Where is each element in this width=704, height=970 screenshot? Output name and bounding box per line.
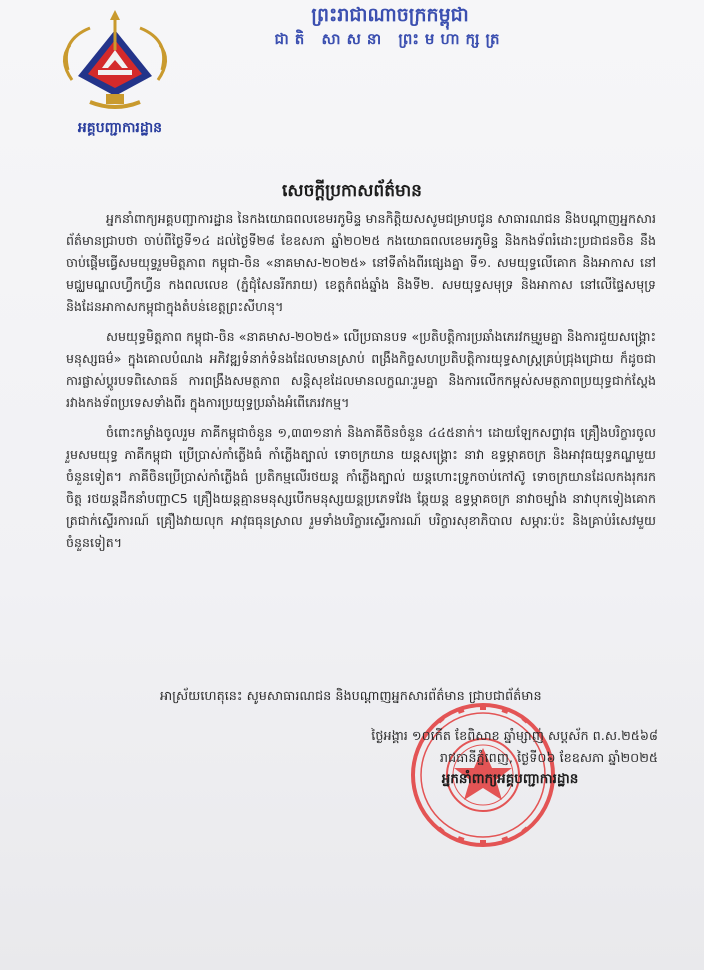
paragraph-1: អ្នកនាំពាក្យអគ្គបញ្ជាការដ្ឋាន នៃកងយោធពលខេមរភូមិន្ទ មានកិត្តិយសសូមជម្រាបជូន សាធារណជន និងបណ្ដាញអ្នកសារព័ត៌មានជ្រាបថា ចាប់ពីថ្ងៃទី១៤ ដល់ថ្ងៃទី២៨ ខែឧសភា ឆ្នាំ២០២៥ កងយោធពលខេមរភូមិន្ទ និងកងទ័ពរំដោះប្រជាជនចិន នឹងចាប់ផ្ដើមធ្វើសមយុទ្ធរួមមិត្តភាព កម្ពុជា-ចិន «នាគមាស-២០២៥» នៅទីតាំងពីរផ្សេងគ្នា ទី១. សមយុទ្ធលើគោក និងអាកាស នៅមជ្ឈមណ្ឌលហ្វឹកហ្វឺន កងពលលេខ (ភ្នំជុំសែនរីករាយ) ខេត្តកំពង់ឆ្នាំង និងទី២. សមយុទ្ធសមុទ្រ និងអាកាស នៅលើផ្ទៃសមុទ្រ និងដែនអាកាសកម្ពុជាក្នុងតំបន់ខេត្តព្រះសីហនុ។ xyxy=(66,211,656,314)
kingdom-name: ព្រះរាជាណាចក្រកម្ពុជា xyxy=(311,4,469,26)
military-emblem-icon xyxy=(50,10,180,120)
document-title: សេចក្ដីប្រកាសព័ត៌មាន xyxy=(282,181,422,201)
solar-date: រាជធានីភ្នំពេញ, ថ្ងៃទី០៦ ខែឧសភា ឆ្នាំ២០២៥ xyxy=(439,751,658,766)
national-motto: ជាតិ សាសនា ព្រះមហាក្សត្រ xyxy=(274,30,506,48)
paragraph-3: ចំពោះកម្លាំងចូលរួម ភាគីកម្ពុជាចំនួន ១,៣៣១នាក់ និងភាគីចិនចំនួន ៤៤៥នាក់។ ដោយឡែកសព្វាវុធ គ្រឿងបរិក្ខារចូលរួមសមយុទ្ធ ភាគីកម្ពុជា ប្រើប្រាស់កាំភ្លើងធំ កាំភ្លើងត្បាល់ ទោចក្រយាន យន្តសង្គ្រោះ នាវា ឧទ្ធម្ភាគចក្រ និងអាវុធយុទ្ធភណ្ឌមួយចំនួនទៀត។ ភាគីចិនប្រើប្រាស់កាំភ្លើងធំ ប្រតិកម្មលើរថយន្ត កាំភ្លើងត្បាល់ យន្តហោះទ្រូកចាប់កៅស៊ូ ទោចក្រយានដែលកងរុករកចិត្ត រថយន្តដឹកនាំបញ្ជាC5 គ្រឿងយន្តគ្មានមនុស្សបើកមនុស្សយន្តប្រភេទវែង ឆ្កែយន្ត ឧទ្ធម្ភាគចក្រ នាវាចម្បាំង នាវាបុកទៀងគោក ត្រជាក់ស្ទើរការណ៍ គ្រឿងវាយលុក អាវុធធុនស្រាល រួមទាំងបរិក្ខារស្ទើរការណ៍ បរិក្ខារសុខាភិបាល សម្ភារៈប៉ះ និងគ្រាប់រំសេវមួយចំនួនទៀត។ xyxy=(66,425,656,550)
signer-title: អ្នកនាំពាក្យអគ្គបញ្ជាការដ្ឋាន xyxy=(441,771,579,787)
organization-name: អគ្គបញ្ជាការដ្ឋាន xyxy=(77,120,163,136)
paragraph-2: សមយុទ្ធមិត្តភាព កម្ពុជា-ចិន «នាគមាស-២០២៥» លើប្រធានបទ «ប្រតិបត្តិការប្រឆាំងភេរវកម្មរួមគ្នា និងការជួយសង្គ្រោះមនុស្សធម៌» ក្នុងគោលបំណង អភិវឌ្ឍទំនាក់ទំនងដែលមានស្រាប់ ពង្រឹងកិច្ចសហប្រតិបត្តិការយុទ្ធសាស្ត្រគ្រប់ជ្រុងជ្រោយ ក៏ដូចជាការផ្លាស់ប្ដូរបទពិសោធន៍ ការពង្រឹងសមត្ថភាព សន្តិសុខដែលមានលក្ខណៈរួមគ្នា និងការលើកកម្ពស់សមត្ថភាពប្រយុទ្ធជាក់ស្ដែងរវាងកងទ័ពប្រទេសទាំងពីរ ក្នុងការប្រយុទ្ធប្រឆាំងអំពើភេរវកម្ម។ xyxy=(66,329,656,410)
document-body xyxy=(66,208,656,562)
kingdom-header xyxy=(200,2,580,50)
closing-statement: អាស្រ័យហេតុនេះ សូមសាធារណជន និងបណ្ដាញអ្នកសារព័ត៌មាន ជ្រាបជាព័ត៌មាន xyxy=(160,689,542,704)
date-block xyxy=(328,726,658,770)
lunar-date: ថ្ងៃអង្គារ ១០កើត ខែពិសាខ ឆ្នាំម្សាញ់ សប្តស័ក ព.ស.២៥៦៨ xyxy=(371,729,658,744)
